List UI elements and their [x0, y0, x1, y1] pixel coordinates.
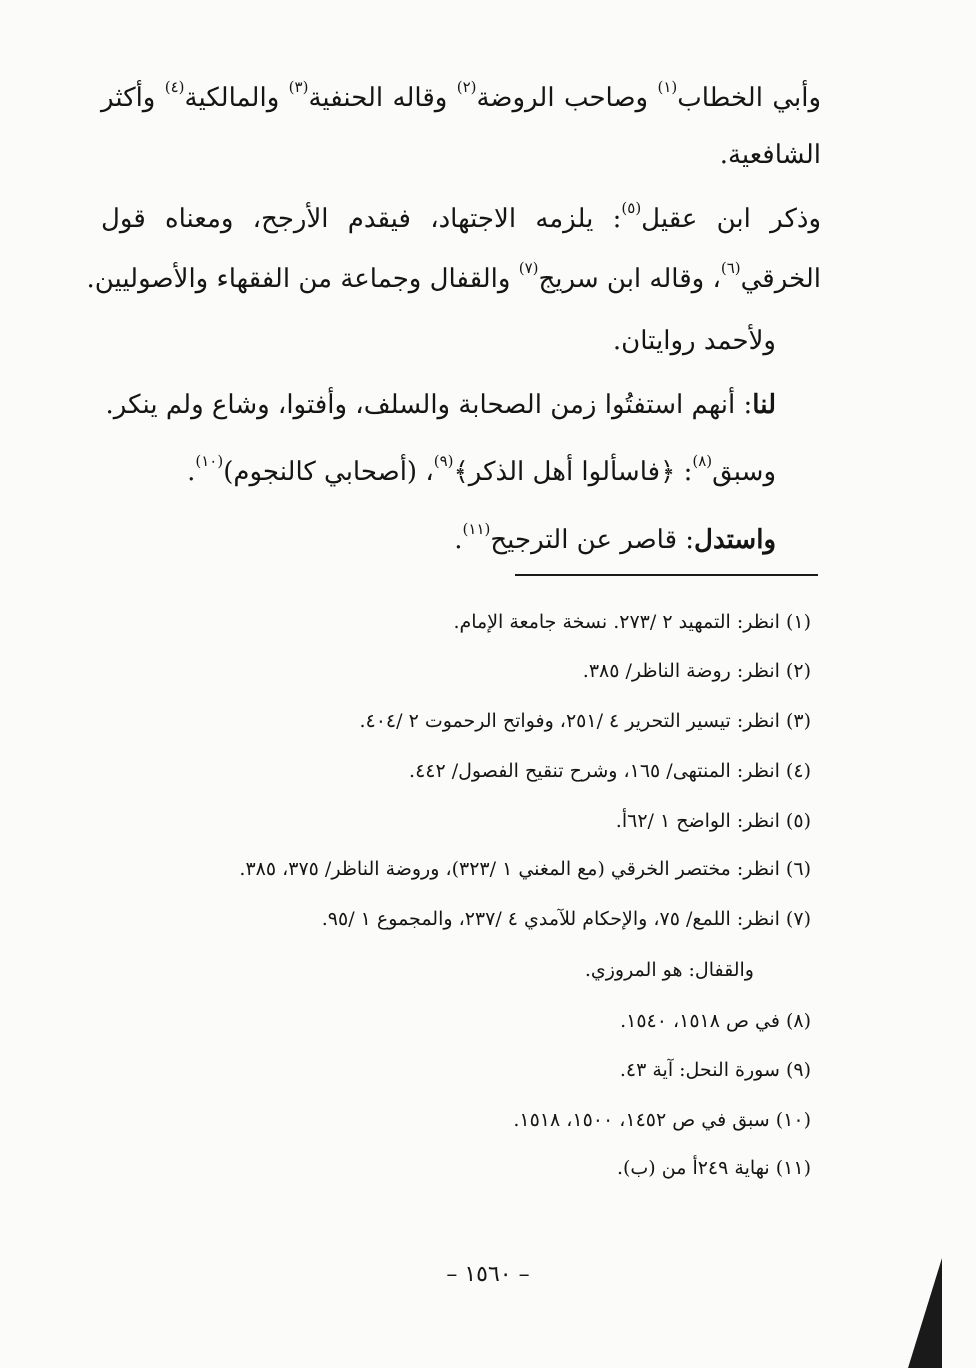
- text-run: وسبق: [712, 457, 776, 487]
- scan-edge-mark: [908, 1258, 942, 1368]
- text-run: .: [454, 525, 463, 555]
- footnote: (٣) انظر: تيسير التحرير ٤ /٢٥١، وفواتح الرحموت ٢ /٤٠٤.: [359, 710, 811, 732]
- main-text-line: [56, 452, 776, 492]
- main-text-line: [56, 520, 776, 560]
- main-text-line: [86, 259, 821, 299]
- text-run: : قاصر عن الترجيح: [490, 525, 695, 555]
- footnote-ref: (١١): [462, 520, 491, 538]
- page-number: – ١٥٦٠ –: [446, 1262, 530, 1287]
- footnote-ref: (٤): [164, 78, 185, 96]
- footnote-ref: (٥): [621, 199, 642, 217]
- footnote-ref: (٨): [692, 452, 713, 470]
- footnote-ref: (٢): [456, 78, 477, 96]
- text-run: الخرقي: [740, 264, 821, 294]
- text-run: وصاحب الروضة: [476, 83, 658, 113]
- argument-label: لنا: [752, 390, 776, 420]
- hadith-quote: ، (أصحابي كالنجوم): [223, 457, 434, 487]
- footnote-ref: (٧): [518, 259, 539, 277]
- text-run: : أنهم استفتُوا زمن الصحابة والسلف، وأفتوا، وشاع ولم ينكر.: [105, 390, 753, 420]
- text-run: والقفال وجماعة من الفقهاء والأصوليين.: [86, 264, 519, 294]
- footnote-ref: (٣): [288, 78, 309, 96]
- text-run: .: [187, 457, 196, 487]
- text-run: : يلزمه الاجتهاد، فيقدم الأرجح، ومعناه قول: [101, 204, 622, 234]
- footnote: (٤) انظر: المنتهى/ ١٦٥، وشرح تنقيح الفصول/ ٤٤٢.: [409, 760, 811, 782]
- footnote-continuation: والقفال: هو المروزي.: [584, 959, 754, 981]
- footnote: (٢) انظر: روضة الناظر/ ٣٨٥.: [582, 660, 811, 682]
- main-text-line: [101, 78, 821, 118]
- footnote-ref: (١): [657, 78, 678, 96]
- main-text-line: [56, 385, 776, 425]
- argument-label: واستدل: [694, 525, 776, 555]
- footnote: (٩) سورة النحل: آية ٤٣.: [619, 1059, 811, 1081]
- footnote: (٧) انظر: اللمع/ ٧٥، والإحكام للآمدي ٤ /٢٣٧، والمجموع ١ /٩٥.: [321, 908, 811, 930]
- main-text-line: [101, 199, 821, 239]
- footnote: (٨) في ص ١٥١٨، ١٥٤٠.: [620, 1010, 811, 1032]
- text-run: وقاله الحنفية: [308, 83, 457, 113]
- main-text-line: ولأحمد روايتان.: [612, 326, 776, 356]
- main-text-line: الشافعية.: [719, 140, 821, 170]
- footnote-ref: (٩): [433, 452, 454, 470]
- footnote: (٥) انظر: الواضح ١ /٦٢أ.: [615, 810, 811, 832]
- text-run: وذكر ابن عقيل: [641, 204, 821, 234]
- text-run: وأبي الخطاب: [677, 83, 822, 113]
- text-run: وأكثر: [101, 83, 165, 113]
- footnote: (٦) انظر: مختصر الخرقي (مع المغني ١ /٣٢٣)، وروضة الناظر/ ٣٧٥، ٣٨٥.: [239, 858, 811, 880]
- text-run: والمالكية: [184, 83, 289, 113]
- footnote-separator: [515, 574, 818, 576]
- footnote-ref: (١٠): [195, 452, 224, 470]
- footnote: (١) انظر: التمهيد ٢ /٢٧٣. نسخة جامعة الإمام.: [453, 611, 811, 633]
- quran-quote: : ﴿فاسألوا أهل الذكر﴾: [453, 457, 693, 487]
- footnote: (١١) نهاية ٢٤٩أ من (ب).: [616, 1157, 811, 1179]
- footnote-ref: (٦): [720, 259, 741, 277]
- footnote: (١٠) سبق في ص ١٤٥٢، ١٥٠٠، ١٥١٨.: [513, 1109, 811, 1131]
- text-run: ، وقاله ابن سريج: [538, 264, 721, 294]
